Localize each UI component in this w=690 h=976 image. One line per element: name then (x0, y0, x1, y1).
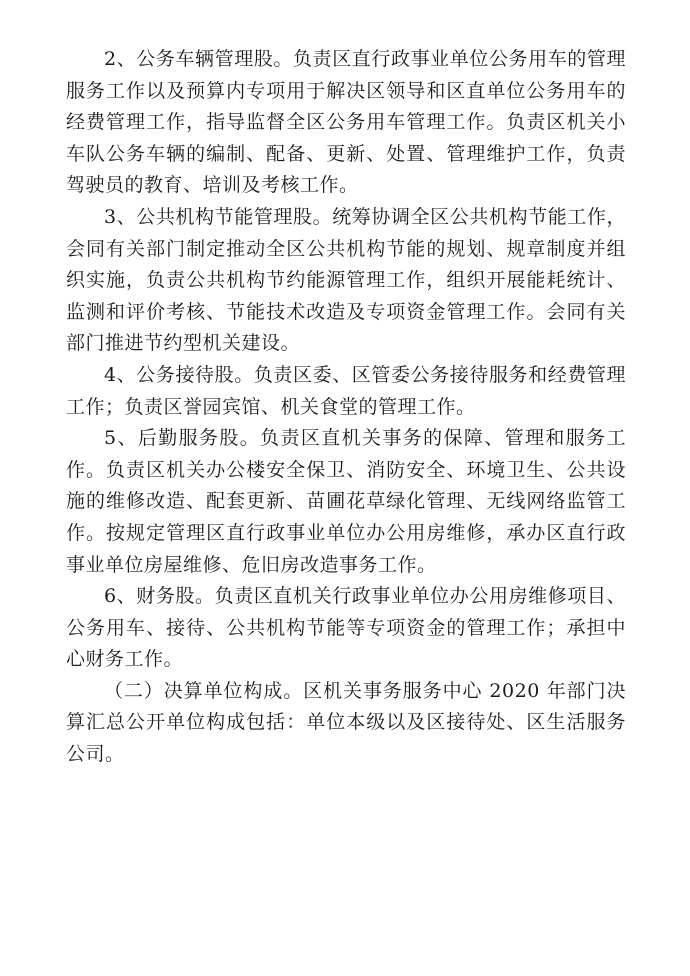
paragraph-energy-saving: 3、公共机构节能管理股。统筹协调全区公共机构节能工作，会同有关部门制定推动全区公共机构节能的规划、规章制度并组织实施，负责公共机构节约能源管理工作，组织开展能耗统计、监测和评价考核、节能技术改造及专项资金管理工作。会同有关部门推进节约型机关建设。 (66, 205, 626, 355)
paragraph-finance: 6、财务股。负责区直机关行政事业单位办公用房维修项目、公务用车、接待、公共机构节能等专项资金的管理工作；承担中心财务工作。 (66, 585, 626, 671)
paragraph-logistics: 5、后勤服务股。负责区直机关事务的保障、管理和服务工作。负责区机关办公楼安全保卫、消防安全、环境卫生、公共设施的维修改造、配套更新、苗圃花草绿化管理、无线网络监管工作。按规定管理区直行政事业单位办公用房维修，承办区直行政事业单位房屋维修、危旧房改造事务工作。 (66, 427, 626, 576)
paragraph-reception: 4、公务接待股。负责区委、区管委公务接待服务和经费管理工作；负责区誉园宾馆、机关食堂的管理工作。 (66, 363, 626, 418)
paragraph-unit-composition: （二）决算单位构成。区机关事务服务中心 2020 年部门决算汇总公开单位构成包括：单位本级以及区接待处、区生活服务公司。 (66, 679, 626, 766)
paragraph-vehicle-management: 2、公务车辆管理股。负责区直行政事业单位公务用车的管理服务工作以及预算内专项用于解决区领导和区直单位公务用车的经费管理工作，指导监督全区公务用车管理工作。负责区机关小车队公务车辆的编制、配备、更新、处置、管理维护工作，负责驾驶员的教育、培训及考核工作。 (66, 48, 626, 197)
document-body (66, 44, 626, 771)
